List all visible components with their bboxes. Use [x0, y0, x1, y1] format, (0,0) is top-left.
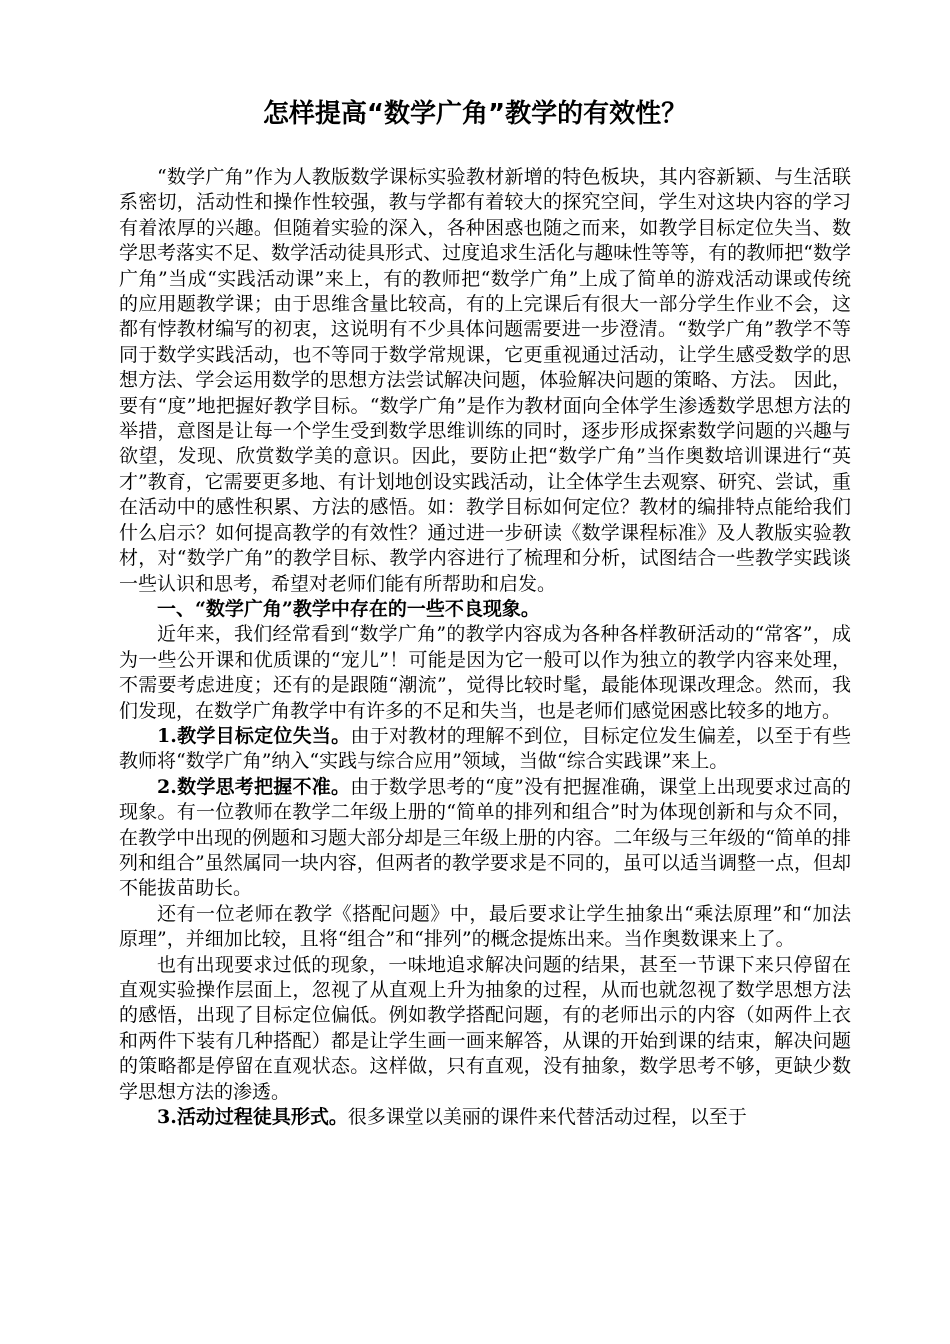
point-lead: 2.数学思考把握不准。	[157, 775, 351, 798]
point-paragraph-2	[119, 775, 851, 902]
intro-paragraph	[119, 165, 851, 597]
section-paragraph	[119, 622, 851, 724]
paragraph-text: 很多课堂以美丽的课件来代替活动过程，以至于	[347, 1106, 747, 1129]
document-title: 怎样提高“数学广角”教学的有效性？	[262, 99, 688, 129]
example-paragraph	[119, 902, 851, 953]
document-body	[119, 165, 851, 1130]
paragraph-text: “数学广角”作为人教版数学课标实验教材新增的特色板块，其内容新颖、与生活联系密切，活动性和操作性较强，教与学都有着较大的探究空间，学生对这块内容的学习有着浓厚的兴趣。但随着实验的深入，各种困惑也随之而来，如教学目标定位失当、数学思考落实不足、数学活动徒具形式、过度追求生活化与趣味性等等，有的教师把“数学广角”当成“实践活动课”来上，有的教师把“数学广角”上成了简单的游戏活动课或传统的应用题教学课；由于思维含量比较高，有的上完课后有很大一部分学生作业不会，这都有悖教材编写的初衷，这说明有不少具体问题需要进一步澄清。“数学广角”教学不等同于数学实践活动，也不等同于数学常规课，它更重视通过活动，让学生感受数学的思想方法、学会运用数学的思想方法尝试解决问题，体验解决问题的策略、方法。 因此，要有“度”地把握好教学目标。“数学广角”是作为教材面向全体学生渗透数学思想方法的举措，意图是让每一个学生受到数学思维训练的同时，逐步形成探索数学问题的兴趣与欲望，发现、欣赏数学美的意识。因此，要防止把“数学广角”当作奥数培训课进行“英才”教育，它需要更多地、有计划地创设实践活动，让全体学生去观察、研究、尝试，重在活动中的感性积累、方法的感悟。如：教学目标如何定位？教材的编排特点能给我们什么启示？如何提高教学的有效性？通过进一步研读《数学课程标准》及人教版实验教材，对“数学广角”的教学目标、教学内容进行了梳理和分析，试图结合一些教学实践谈一些认识和思考，希望对老师们能有所帮助和启发。	[119, 166, 851, 595]
point-lead: 1.教学目标定位失当。	[157, 724, 351, 747]
paragraph-text: 由于对教材的理解不到位，目标定位发生偏差，以至于有些教师将“数学广角”纳入“实践与综合应用”领域，当做“综合实践课”来上。	[119, 724, 851, 773]
example-paragraph	[119, 953, 851, 1105]
paragraph-text: 也有出现要求过低的现象，一味地追求解决问题的结果，甚至一节课下来只停留在直观实验操作层面上，忽视了从直观上升为抽象的过程，从而也就忽视了数学思想方法的感悟，出现了目标定位偏低。例如教学搭配问题，有的老师出示的内容（如两件上衣和两件下装有几种搭配）都是让学生画一画来解答，从课的开始到课的结束，解决问题的策略都是停留在直观状态。这样做，只有直观，没有抽象，数学思考不够，更缺少数学思想方法的渗透。	[119, 953, 851, 1103]
section-heading-text: 一、“数学广角”教学中存在的一些不良现象。	[157, 597, 540, 620]
section-heading	[119, 597, 851, 622]
paragraph-text: 近年来，我们经常看到“数学广角”的教学内容成为各种各样教研活动的“常客”，成为一些公开课和优质课的“宠儿”！可能是因为它一般可以作为独立的教学内容来处理，不需要考虑进度；还有的是跟随“潮流”，觉得比较时髦，最能体现课改理念。然而，我们发现，在数学广角教学中有许多的不足和失当，也是老师们感觉困惑比较多的地方。	[119, 623, 851, 722]
point-paragraph-3	[119, 1105, 851, 1130]
paragraph-text: 还有一位老师在教学《搭配问题》中，最后要求让学生抽象出“乘法原理”和“加法原理”，并细加比较，且将“组合”和“排列”的概念提炼出来。当作奥数课来上了。	[119, 902, 851, 951]
point-paragraph-1	[119, 724, 851, 775]
point-lead: 3.活动过程徒具形式。	[157, 1106, 348, 1129]
paragraph-text: 由于数学思考的“度”没有把握准确，课堂上出现要求过高的现象。有一位教师在教学二年级上册的“简单的排列和组合”时为体现创新和与众不同，在教学中出现的例题和习题大部分却是三年级上册的内容。二年级与三年级的“简单的排列和组合”虽然属同一块内容，但两者的教学要求是不同的，虽可以适当调整一点，但却不能拔苗助长。	[119, 775, 851, 900]
